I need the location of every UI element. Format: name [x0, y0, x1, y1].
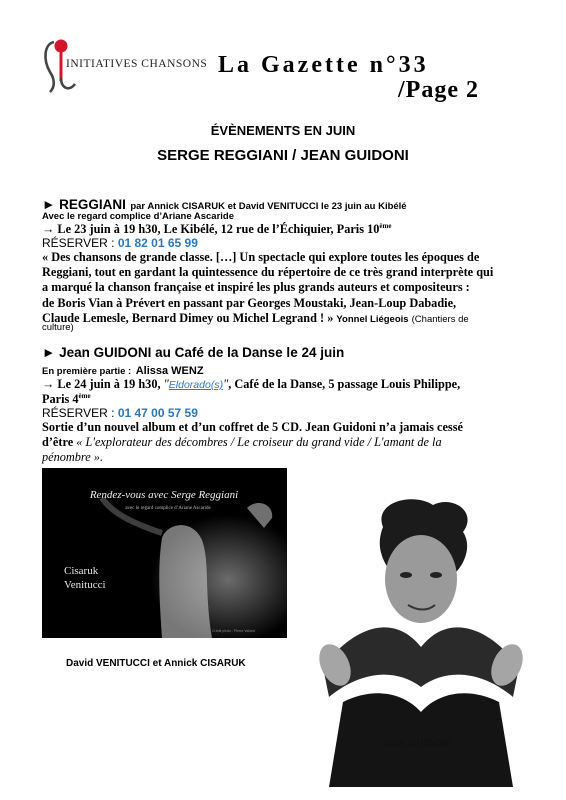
- artists-heading: SERGE REGGIANI / JEAN GUIDONI: [157, 147, 409, 164]
- reggiani-byline: par Annick CISARUK et David VENITUCCI le 23 juin au Kibélé: [130, 201, 407, 212]
- reggiani-reserve-line: [42, 236, 532, 250]
- quote-author: Yonnel Liégeois: [336, 313, 409, 325]
- guidoni-date-line-2: [42, 392, 532, 407]
- quote-last: Claude Lemesle, Bernard Dimey ou Michel Legrand ! »: [42, 310, 334, 325]
- eldorados-link[interactable]: Eldorado(s): [168, 379, 224, 391]
- reggiani-poster-photo: [42, 468, 287, 638]
- quote-line: Reggiani, tout en gardant la quintessence du répertoire de ce très grand interprète qui: [42, 265, 494, 280]
- guidoni-desc-line: [42, 435, 532, 450]
- guidoni-opening-artist: Alissa WENZ: [135, 365, 204, 377]
- poster-subtitle: avec le regard complice d’Ariane Ascaride: [125, 506, 211, 511]
- reggiani-date-text: → Le 23 juin à 19 h30, Le Kibélé, 12 rue de l’Échiquier, Paris 10: [42, 222, 380, 237]
- poster-name-2: Venitucci: [64, 579, 106, 591]
- logo-text: INITIATIVES CHANSONS: [66, 58, 208, 70]
- poster-title: Rendez-vous avec Serge Reggiani: [89, 489, 239, 501]
- poster-credit: Crédit photo : Pierre Vallard: [212, 629, 255, 633]
- guidoni-title: ► Jean GUIDONI au Café de la Danse le 24 juin: [42, 345, 345, 360]
- reggiani-subline: Avec le regard complice d’Ariane Ascaride: [42, 211, 235, 222]
- reggiani-reserve-label: RÉSERVER :: [42, 236, 115, 250]
- guidoni-date-b: , Café de la Danse, 5 passage Louis Philippe,: [228, 377, 461, 391]
- poster-name-1: Cisaruk: [64, 565, 99, 577]
- guidoni-desc-2a: d’être: [42, 435, 77, 450]
- guidoni-date-line: → Le 24 juin à 19 h30, "Eldorado(s)", Café de la Danse, 5 passage Louis Philippe,: [42, 377, 461, 391]
- photo2-caption: Jean GUIDONI: [383, 738, 452, 749]
- guidoni-reserve-line: [42, 406, 532, 420]
- guidoni-date-a: → Le 24 juin à 19 h30,: [42, 377, 164, 391]
- guidoni-desc-line: Sortie d’un nouvel album et d’un coffret de 5 CD. Jean Guidoni n’a jamais cessé: [42, 420, 463, 434]
- quote-source-a: (Chantiers de: [411, 313, 469, 325]
- guidoni-phone-link[interactable]: 01 47 00 57 59: [117, 406, 198, 420]
- guidoni-desc-2b: « L'explorateur des décombres / Le croiseur du grand vide / L'amant de la: [76, 435, 442, 450]
- reggiani-date-line: [42, 222, 532, 237]
- events-heading: ÉVÈNEMENTS EN JUIN: [210, 123, 356, 138]
- guidoni-date-c: Paris 4: [42, 392, 79, 407]
- reggiani-phone-link[interactable]: 01 82 01 65 99: [117, 236, 198, 250]
- reggiani-date-sup: ème: [379, 222, 392, 230]
- gazette-title: La Gazette n°33: [218, 52, 429, 78]
- gazette-page-number: /Page 2: [398, 77, 479, 103]
- quote-source-b: culture): [42, 322, 74, 333]
- reggiani-title: ► REGGIANI: [42, 197, 126, 212]
- guidoni-description: [42, 420, 532, 466]
- quote-line: a marqué la chanson française et inspiré les plus grands auteurs et compositeurs :: [42, 280, 470, 295]
- photo1-caption: David VENITUCCI et Annick CISARUK: [66, 658, 246, 669]
- guidoni-opening-label: En première partie :: [42, 366, 132, 377]
- quote-line: « Des chansons de grande classe. […] Un spectacle qui explore toutes les époques de: [42, 250, 480, 264]
- guidoni-date-sup: ème: [78, 392, 91, 400]
- poster-image: [42, 468, 287, 638]
- guidoni-reserve-label: RÉSERVER :: [42, 406, 115, 420]
- reggiani-quote: [42, 250, 532, 327]
- guidoni-desc-line-3: pénombre ».: [42, 450, 104, 465]
- quote-line: de Boris Vian à Prévert en passant par Georges Moustaki, Jean-Loup Dabadie,: [42, 295, 457, 310]
